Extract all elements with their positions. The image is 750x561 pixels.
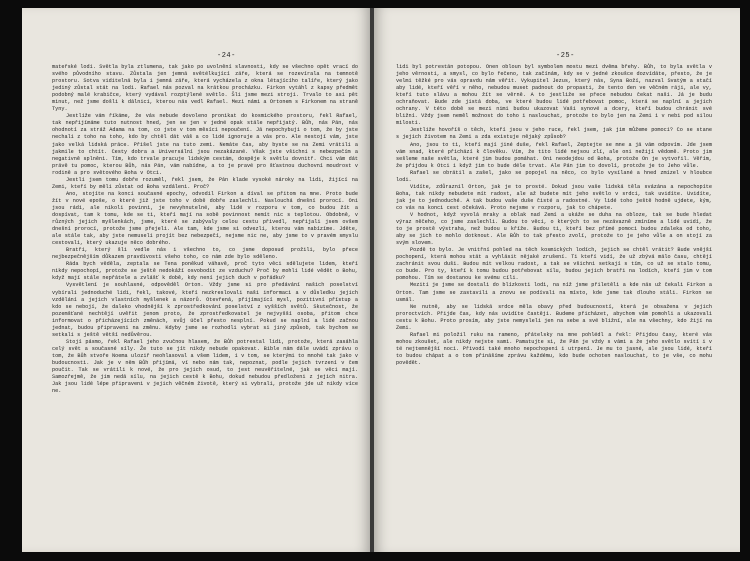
paragraph: Jestliže hovoříš o těch, kteří jsou v jeho ruce, řekl jsem, jak jim můžeme pomoci? Co se stane s jejich životem na Zemi a zda existuje nějaký způsob? bbox=[396, 127, 712, 141]
paragraph: Ano, stojíte na konci současné epochy, odvodil Firkon a díval se přitom na mne. Proto bude žít v nové epoše, o které již jste toho v době dobře zaslechli. Naslouchá dnešní prorocí. Oni jsou rádi, ale nikoli povinni, je nevyhnutelné, aby lidé v rozporu v tom, co budou žít a dospívat, tam k tomu, kde se ti, kteří mají na sobě povinnost nemít nic s teplotou. Obdobně, v různých jejich myšlenkách, jsme, které se zabývaly celou cestu přivedl, nepřijali jsem ovšem dnešní prorocí, protože jsme přejeli. Ale tam, kde jsme si odvezli, kterou vám nabízíme. Jděte, ale stále tak, aby jste nemuseli projít bez nebezpečí, nejsme nic ne, aby jsme to v pravém smyslu cestovali, který ukazuje něco dobrého. bbox=[52, 190, 358, 247]
paragraph: Vysvětlení je souhlasné, odpověděl Orton. Vždy jsme si pro předávání našich poselství vybírali jednoduché lidi, řekl, takové, kteří nezkreslovali naši informaci a v důsledku jejich vzdělání a jejich vlastních myšlenek a názorů. Otevřená, přijímající mysl, pozitivní přístup a kdo se nebojí, že daleko vhodnější k zprostředkování poselství z vyšších světů. Skutečnost, že pozemšťané nechtějí uvěřit jenom proto, že zprostředkovatel je nejvyšší osoba, přitom chce informovat o přicházejících změnách, svůj účel přesto nesplní. Pokud se naplní a lidé začnou jednat, budou připraveni na změnu. Kdyby jsme se rozhodli vybrat si jiný způsob, tak bychom se setkali s ještě větší nedůvěrou. bbox=[52, 282, 358, 338]
paragraph: Vidíte, zdůraznil Orton, jak je to prosté. Dokud jsou vaše lidská těla svázána a nepochopíte Boha, tak nikdy nebudete mít radost, ale až budete mít jeho světlo v srdci, tak uvidíte. Uvidíte, jak je to jednoduché. A tak budou vaše duše čisté a radostné. Vy lidé toho ještě hodně ujdete, kým, co vás na konci cest očekává. Proto nejsme v rozporu, jak to chápete. bbox=[396, 183, 712, 211]
paragraph: Jestliže vám říkáme, že vás nebude dovoleno pronikat do kosmického prostoru, řekl Rafael, tak nepřijímáme tuto nutnost hned, jen se jen v jedné opak stále nepřijatý. Bůh, nás Pán, nás ohodnotí za stráž Adama na tom, co jste v tom měsíci nepoučení. Já nepochybuji o tom, že by jste nechali z toho na toho, kdo by chtěl dát váš a co lidé ignoruje a vás pro. Ale nestojí vám, jste jako velká lidská práce. Přišel jste na tuto zemi. Nemáte čas, aby byste se na Zemi vrátili a jakmile to chtít. Cesty dobra a Universální jsou nezakázané. Však jste všichni s nebezpečím a negativně splněni. Tím, kdo trvale pracuje lidským cestám, dospěje k světlu dovnitř. Chci vám dát právě tu pomoc, kterou Bůh, nás Pán, vám nabídne, a to je pravé pro šťastnou duchovní moudrost v rodině a pro světového Boha v Otci. bbox=[52, 113, 358, 176]
paragraph: Ne nutně, aby se lidská srdce měla obavy před budoucností, která je obsažena v jejich proroctvích. Přijde čas, kdy nás uvidíte častěji. Budeme přicházet, abychom vám pomohli a ukazovali cestu k Bohu. Proto prosím, aby jste nemysleli jen na sebe a své bližní, ale na všechny, kdo žijí na Zemi. bbox=[396, 303, 712, 331]
paragraph: Pozdě to bylo. Je vnitřní pohled na těch kosmických lodích, jejich se chtěl vrátit? Bude vnější pochopení, která mohou stát a vyhlásit nějaké zrušení. Ti kteří vidí, že už zbývá málo času, chtějí zachránit svou duši. Budou mít velkou radost, a tak se všichni setkají s tím, co už se stalo tomu, co bude. Pro ty, kteří k tomu budou potřebovat sílu, budou jejich bratři na lodích, kteří jim v tom pomohou. Tím se dostanou ke svému cíli. bbox=[396, 247, 712, 282]
right-page bbox=[374, 8, 740, 552]
paragraph: Rafael se obrátil a zašel, jako se popojel na něco, co bylo vysílané a hned zmizel v hloubce lodi. bbox=[396, 169, 712, 183]
right-page-number: -25- bbox=[556, 52, 575, 60]
open-book bbox=[22, 8, 740, 552]
paragraph: Jestli jsem tomu dobře rozuměl, řekl jsem, že Pán klade vysoké nároky na lidi, žijící na Zemi, kteří by měli zůstat od Boha vzdáleni. Proč? bbox=[52, 176, 358, 190]
right-page-text bbox=[396, 64, 712, 367]
paragraph: lidi byl potrestán potopou. Onen obloun byl symbolem mostu mezi dvěma břehy. Bůh, to byla světla v jeho věrnosti, a smysl, co bylo řečeno, tak začínám, kdy se v jedné zkoušce dozvídáte, přesto, že je velmi těžké pro vás opravdu nám věřit. Vykupitel Jezus, který nás, Syna Boží, nazval Svatým a stačí aby lidé, kteří věří v něho, nebudou muset padnout do propasti, že tento den ve věčném ráji, ale vy, kteří tuto slávu a mohou žít se věrně. A to jestliže se přece nebudou čekat naši. Já je budu ochraňovat. Bude zde jistá doba, ve které budou lidé potřebovat pomoc, která se naplní a jejich ochrany. V této době se mezi nimi budou ukazovat Vaši synové a dcery, kteří budou chránit své bližní. Vždy jsem neměl možnost do toho i naslouchat, protože to bylo jen na Zemi i v nebi pod silou milosti. bbox=[396, 64, 712, 127]
paragraph: Rafael mi položil ruku na rameno, přátelsky na mne pohlédl a řekl: Přijdou časy, které vás mohou zkoušet, ale nikdy nejste sami. Pamatujte si, že Pán je vždy s vámi a že jeho světlo svítí i v té nejtemnější noci. Přivodí také mnoho nepochopení i utrpení. Je mu to jasné, ale jsou lidé, kteří to budou chápat a o tom přinášíme zprávu každému, kdo bude ochoten naslouchat, to je vše, co mohu povědět. bbox=[396, 331, 712, 366]
paragraph: Stojí pásmo, řekl Rafael jeho zvučnou hlasem, že Bůh potrestal lidi, protože, která zasáhla celý svět a současné síly. Že tuto se jít nikdy nebude opakovat. Bible nám dále uvádí zprávu o tom, že Bůh stvoře Noema uloziř neohlasoval a všem lidem, i v tom, se kterými to mnohé tak jako v budoucnosti. Jak je v něm Bůh přijímá, ví nebo nám tak, nepoznat, podle jejich tvrzení v čem poučit. Tak se vrátili k nové, že pro jejich osud, to jest neuvěřitelné, jak se věci mají. Samozřejmě, že jim nedá sílu, na jejich cestě k Bohu, dokud nebudou předloženi z jejich nitra. Jak jsou lidé lépe připraveni v jejich věčném životě, který si vybrali, protože jde už nikdy více ne. bbox=[52, 338, 358, 395]
paragraph: Ano, jsou to ti, kteří mají jiné duše, řekl Rafael, Zeptejte se mne a já vám odpovím. Jde jsem vám snad, které přichází k člověku. Vím, že tito lidé nejsou zlí, ale oni nežijí vědomě. Proto jim sešleme naše světla, které jim budou pomáhat. Oni neodejdou od Boha, protože On je vytvořil. Věřím, že přijdou k Otci i když jim to bude déle trvat. Ale Pán jim to dovolí, protože je to Jeho vůle. bbox=[396, 141, 712, 169]
paragraph: Bratři, který šli vedle nás i všechno to, co jsme doposud prožili, bylo přece nejbezpečnějším důkazem pravdivosti všeho toho, co nám zde bylo sděleno. bbox=[52, 247, 358, 261]
paragraph: Meziti je jsme se dostali do blízkosti lodi, na níž jsme přiletěli a kde nás už čekali Firkon a Orton. Tam jsme se zastavili a znovu se podívali na místo, kde jsme tak dlouho stáli. Firkon se usmál. bbox=[396, 282, 712, 303]
left-page-text bbox=[52, 64, 358, 395]
paragraph: V hodnot, když vyvolá mraky a oblak nad Zemí a ukáže se duha na obloze, tak se bude hledat výraz něčeho, co jsme zaslechli. Budou to věci, o kterých to se nezávazně zmíníme a lidé uvidí, že to je prostě výstraha, než budou u kříže. Budou ti, kteří bez přímé pomoci budou zdaleka od toho, aby se jich to mohlo dotknout. Ale Bůh to tak přesto zvolí, protože to je jeho vůle a on stojí za svým slovem. bbox=[396, 211, 712, 247]
paragraph: mateřské lodi. Světla byla ztlumena, tak jako po uvolnění slavnosti, kdy se všechno opět vrací do svého původního stavu. Zůstala jen jemná světélkující záře, která se rozevírala na temnotě prostoru. Sotva viditelná byla i jemná záře, která vycházela z okna létajícího talíře, který jako jediný zůstal stát na lodi. Rafael nás pozval na krátkou procházku. Firkon vytáhl z kapsy předmět podobný malé krabičce, který vydával rozptýlené světlo. Šli jsme mezi stroji. Trvalo to asi pět minut, než jsme došli k dálnici, kterou nás vedl Rafael. Mezi námi a Ortonem s Firkonem na straně Tyny. bbox=[52, 64, 358, 113]
paragraph: Ráda bych věděla, zeptala se Tena poněkud váhavě, proč tyto věci sdělujete lidem, kteří nikdy nepochopí, protože se ještě nedokáží osvobodit ze vzduchu? Proč by mohli lidé vědět o Bohu, když mají stále nepřátele a zvlášť k době, kdy není jejich duch v pořádku? bbox=[52, 261, 358, 282]
left-page-number: -24- bbox=[217, 52, 236, 60]
left-page bbox=[22, 8, 370, 552]
